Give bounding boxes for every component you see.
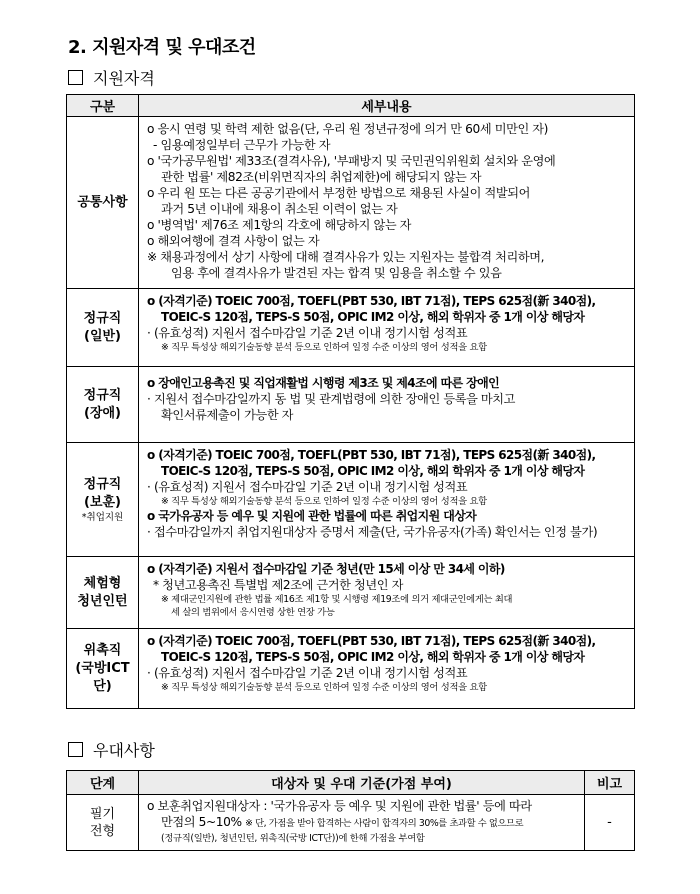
detail-line: TOEIC-S 120점, TEPS-S 50점, OPIC IM2 이상, 해외 학위자 중 1개 이상 해당자: [161, 310, 585, 324]
row-label: 체험형 청년인턴: [67, 557, 139, 629]
detail-line: 임용 후에 결격사유가 발견된 자는 합격 및 임용을 취소할 수 있음: [171, 266, 502, 280]
preference-table: [66, 770, 635, 851]
detail-line: · (유효성적) 지원서 접수마감일 기준 2년 이내 정기시험 성적표: [147, 666, 468, 680]
checkbox-square-icon: [68, 70, 83, 85]
row-label: 정규직 (보훈) *취업지원: [67, 443, 139, 557]
detail-line: · 지원서 접수마감일까지 동 법 및 관계법령에 의한 장애인 등록을 마치고: [147, 392, 516, 406]
detail-line: 세 살의 범위에서 응시연령 상한 연장 가능: [171, 607, 335, 618]
detail-line: · 접수마감일까지 취업지원대상자 증명서 제출(단, 국가유공자(가족) 확인서는 인정 불가): [147, 525, 598, 539]
header-details: 세부내용: [139, 95, 635, 117]
detail-line: o '국가공무원법' 제33조(결격사유), '부패방지 및 국민권익위원회 설치와 운영에: [147, 154, 556, 168]
detail-line: ※ 채용과정에서 상기 사항에 대해 결격사유가 있는 지원자는 불합격 처리하며,: [147, 250, 545, 264]
label-note: *취업지원: [81, 511, 124, 523]
table-row: [67, 443, 635, 557]
detail-line: o 국가유공자 등 예우 및 지원에 관한 법률에 따른 취업지원 대상자: [147, 509, 477, 523]
detail-line: TOEIC-S 120점, TEPS-S 50점, OPIC IM2 이상, 해외 학위자 중 1개 이상 해당자: [161, 464, 585, 478]
detail-line: o 우리 원 또는 다른 공공기관에서 부정한 방법으로 채용된 사실이 적발되어: [147, 186, 530, 200]
row-label: 필기 전형: [67, 795, 139, 851]
detail-line: o '병역법' 제76조 제1항의 각호에 해당하지 않는 자: [147, 218, 412, 232]
subheading-text: 지원자격: [93, 69, 155, 88]
detail-line: o (자격기준) TOEIC 700점, TOEFL(PBT 530, IBT 71점), TEPS 625점(新 340점),: [147, 294, 596, 308]
detail-line: - 임용예정일부터 근무가 가능한 자: [153, 138, 331, 152]
row-details: [139, 367, 635, 443]
detail-line: ※ 단, 가점을 받아 합격하는 사람이 합격자의 30%를 초과할 수 없으므로: [245, 818, 524, 829]
row-label: 정규직 (일반): [67, 289, 139, 367]
row-details: [139, 117, 635, 289]
detail-line: 과거 5년 이내에 채용이 취소된 이력이 없는 자: [161, 202, 398, 216]
detail-line: o 응시 연령 및 학력 제한 없음(단, 우리 원 정년규정에 의거 만 60세 미만인 자): [147, 122, 549, 136]
table-row: [67, 629, 635, 709]
detail-line: ※ 직무 특성상 해외기술동향 분석 등으로 인하여 일정 수준 이상의 영어 성적을 요함: [161, 682, 487, 693]
detail-line: ※ 직무 특성상 해외기술동향 분석 등으로 인하여 일정 수준 이상의 영어 성적을 요함: [161, 496, 487, 507]
detail-line: 만점의 5~10%: [161, 815, 242, 829]
qualification-table: [66, 94, 635, 709]
header-criteria: 대상자 및 우대 기준(가점 부여): [139, 771, 585, 795]
table-row: [67, 367, 635, 443]
row-label: 위촉직 (국방ICT단): [67, 629, 139, 709]
table-row: [67, 289, 635, 367]
detail-line: o 보훈취업지원대상자 : '국가유공자 등 예우 및 지원에 관한 법률' 등에 따라: [147, 799, 532, 813]
detail-line: 확인서류제출이 가능한 자: [161, 408, 294, 422]
detail-line: ※ 직무 특성상 해외기술동향 분석 등으로 인하여 일정 수준 이상의 영어 성적을 요함: [161, 342, 487, 353]
detail-line: (정규직(일반), 청년인턴, 위촉직(국방 ICT단))에 한해 가점을 부여함: [161, 833, 425, 844]
section-title: 2. 지원자격 및 우대조건: [68, 37, 256, 58]
row-label: 공통사항: [67, 117, 139, 289]
table-row: [67, 795, 635, 851]
detail-line: · (유효성적) 지원서 접수마감일 기준 2년 이내 정기시험 성적표: [147, 326, 468, 340]
detail-line: o 장애인고용촉진 및 직업재활법 시행령 제3조 및 제4조에 따른 장애인: [147, 376, 500, 390]
detail-line: ※ 제대군인지원에 관한 법률 제16조 제1항 및 시행령 제19조에 의거 제대군인에게는 최대: [161, 594, 513, 605]
detail-line: 관한 법률' 제82조(비위면직자의 취업제한)에 해당되지 않는 자: [161, 170, 482, 184]
remarks-cell: -: [585, 795, 635, 851]
subheading-qualifications: [68, 66, 155, 89]
table-row: [67, 557, 635, 629]
detail-line: o (자격기준) TOEIC 700점, TOEFL(PBT 530, IBT 71점), TEPS 625점(新 340점),: [147, 634, 596, 648]
detail-line: · (유효성적) 지원서 접수마감일 기준 2년 이내 정기시험 성적표: [147, 480, 468, 494]
detail-line: o (자격기준) 지원서 접수마감일 기준 청년(만 15세 이상 만 34세 이하): [147, 562, 505, 576]
header-category: 구분: [67, 95, 139, 117]
detail-line: TOEIC-S 120점, TEPS-S 50점, OPIC IM2 이상, 해외 학위자 중 1개 이상 해당자: [161, 650, 585, 664]
subheading-text: 우대사항: [93, 741, 155, 760]
checkbox-square-icon: [68, 742, 83, 757]
detail-line: * 청년고용촉진 특별법 제2조에 근거한 청년인 자: [153, 578, 403, 592]
table-row: [67, 117, 635, 289]
row-details: [139, 443, 635, 557]
row-label: 정규직 (장애): [67, 367, 139, 443]
header-remarks: 비고: [585, 771, 635, 795]
row-details: [139, 289, 635, 367]
row-details: [139, 795, 585, 851]
detail-line: o 해외여행에 결격 사항이 없는 자: [147, 234, 320, 248]
header-stage: 단계: [67, 771, 139, 795]
subheading-preferences: [68, 738, 155, 761]
row-details: [139, 557, 635, 629]
detail-line: o (자격기준) TOEIC 700점, TOEFL(PBT 530, IBT 71점), TEPS 625점(新 340점),: [147, 448, 596, 462]
row-details: [139, 629, 635, 709]
